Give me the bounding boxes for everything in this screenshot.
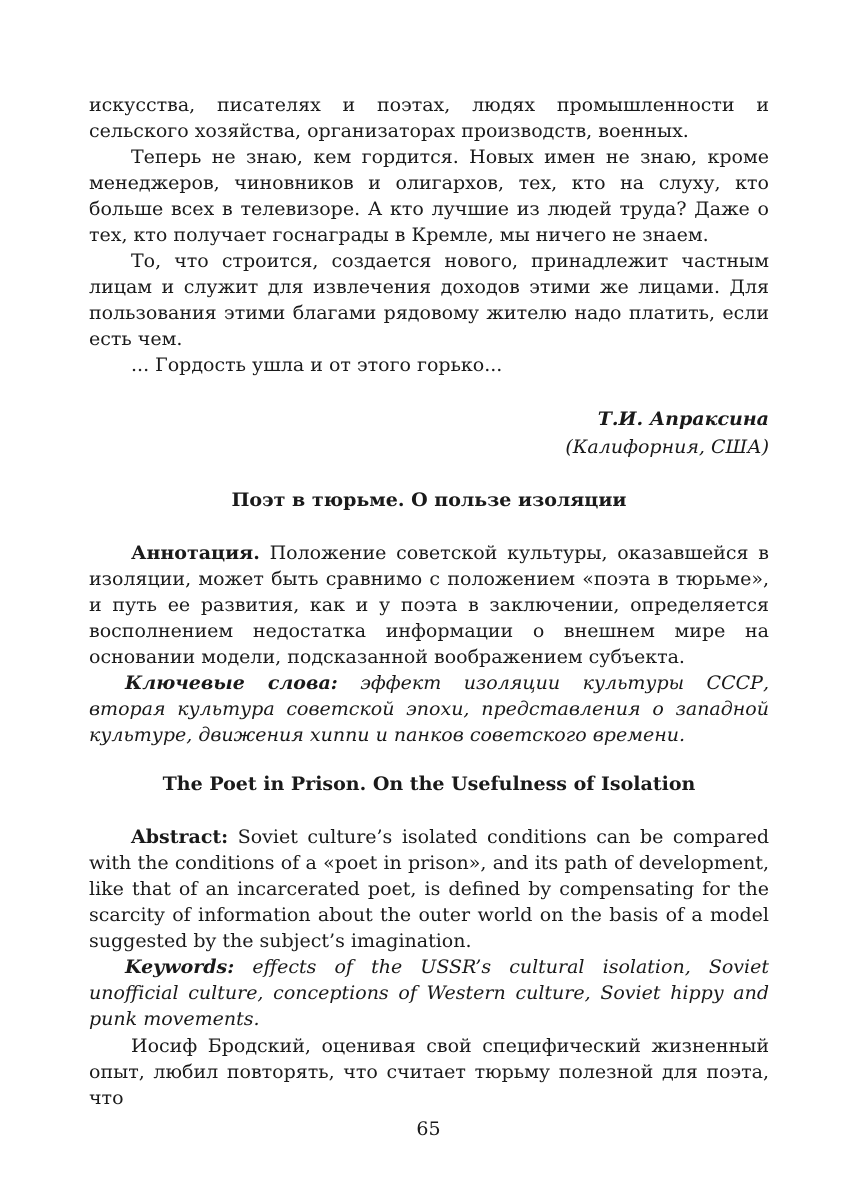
- page-number: 65: [416, 1118, 441, 1140]
- abstract-ru-paragraph: [89, 540, 769, 670]
- paragraph: То, что строится, создается нового, принадлежит частным лицам и служит для извлечения доходов этими же лицами. Для пользования этими благами рядовому жителю надо платить, если есть чем.: [89, 250, 769, 350]
- paragraph: искусства, писателях и поэтах, людях промышленности и сельского хозяйства, организаторах производств, военных.: [89, 94, 769, 142]
- article-title-en: The Poet in Prison. On the Usefulness of Isolation: [162, 773, 696, 795]
- abstract-en: [89, 824, 769, 1032]
- keywords-en-text: effects of the USSR’s cultural isolation, Soviet unofficial culture, conceptions of Western culture, Soviet hippy and punk movements.: [89, 956, 769, 1030]
- abstract-en-paragraph: [89, 824, 769, 954]
- keywords-ru-paragraph: [89, 670, 769, 748]
- keywords-en-label: Keywords:: [125, 956, 235, 978]
- keywords-en-paragraph: [89, 954, 769, 1032]
- abstract-en-label: Abstract:: [131, 826, 229, 848]
- author-location: (Калифорния, США): [565, 436, 769, 458]
- keywords-ru-label: Ключевые слова:: [125, 672, 338, 694]
- abstract-ru: [89, 540, 769, 748]
- paragraph: ... Гордость ушла и от этого горько...: [131, 354, 503, 376]
- author-name: Т.И. Апраксина: [597, 408, 769, 430]
- abstract-ru-text: Положение советской культуры, оказавшейся в изоляции, может быть сравнимо с положением «поэта в тюрьме», и путь ее развития, как и у поэта в заключении, определяется восполнением недостатка информации о внешнем мире на основании модели, подсказанной воображением субъекта.: [89, 542, 769, 668]
- paragraph: Иосиф Бродский, оценивая свой специфический жизненный опыт, любил повторять, что считает тюрьму полезной для поэта, что: [89, 1035, 769, 1109]
- intro-text: [89, 92, 769, 378]
- article-title-ru: Поэт в тюрьме. О пользе изоляции: [231, 489, 627, 511]
- abstract-en-text: Soviet culture’s isolated conditions can be compared with the conditions of a «poet in prison», and its path of development, like that of an incarcerated poet, is defined by compensating for the scarcity of information about the outer world on the basis of a model suggested by the subject’s imagination.: [89, 826, 769, 952]
- body-text: [89, 1033, 769, 1111]
- paragraph: Теперь не знаю, кем гордится. Новых имен не знаю, кроме менеджеров, чиновников и олигархов, тех, кто на слуху, кто больше всех в телевизоре. А кто лучшие из людей труда? Даже о тех, кто получает госнаграды в Кремле, мы ничего не знаем.: [89, 146, 769, 246]
- abstract-ru-label: Аннотация.: [131, 542, 260, 564]
- keywords-ru-text: эффект изоляции культуры СССР, вторая культура советской эпохи, представления о западной культуре, движения хиппи и панков советского времени.: [89, 672, 769, 746]
- author-block: [565, 405, 769, 461]
